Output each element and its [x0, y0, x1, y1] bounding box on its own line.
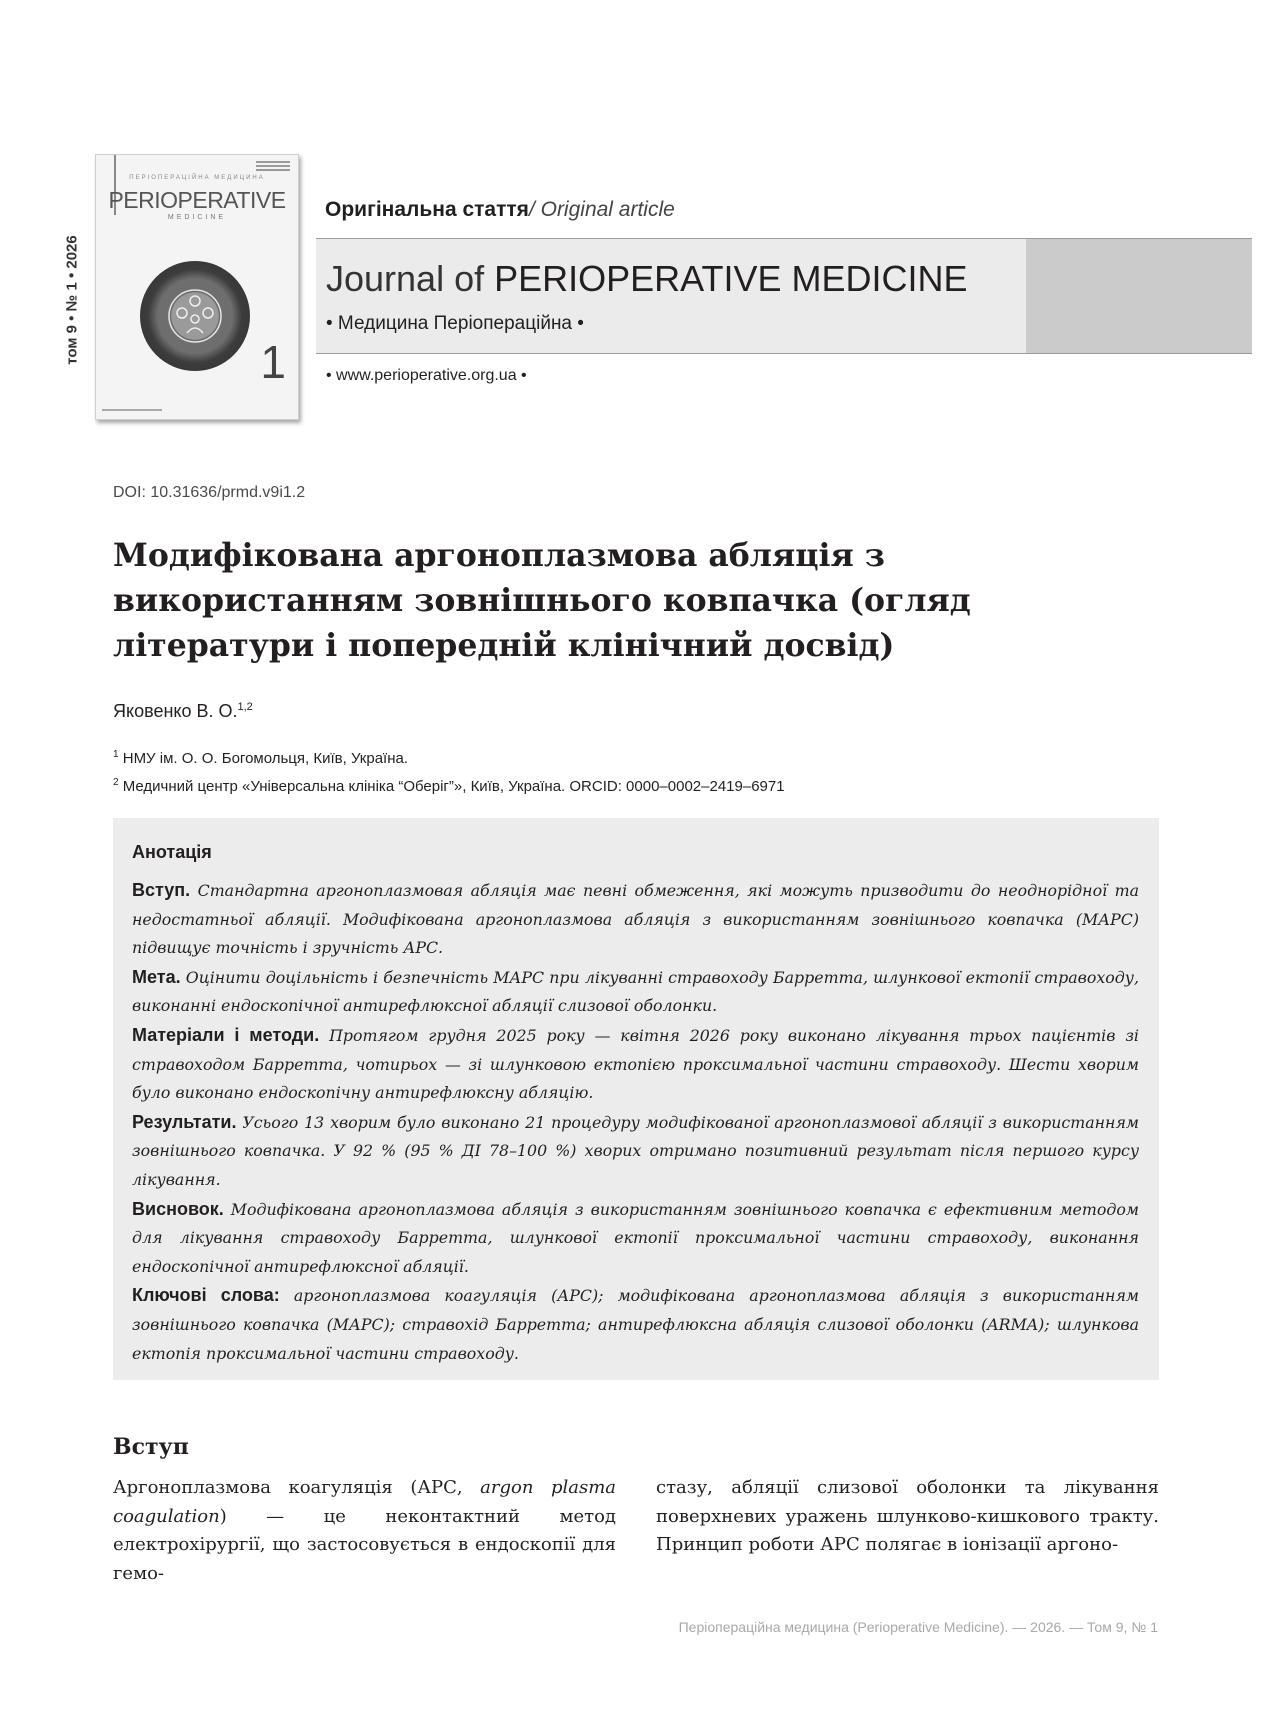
abstract-section-methods	[132, 1021, 1139, 1108]
abstract-label: Вступ.	[132, 880, 191, 900]
article-type	[325, 198, 675, 222]
abstract-text: Модифікована аргоноплазмова абляція з використанням зовнішнього ковпачка є ефективним методом для лікування стравоходу Барретта, шлункової ектопії проксимальної частини стравоходу, виконання ендоскопічної антирефлюксної абляції.	[132, 1199, 1139, 1276]
body-text-italic: argon plasma coagulation	[113, 1477, 616, 1527]
abstract-text: Усього 13 хворим було виконано 21 процедуру модифікованої аргоноплазмової абляції з використанням зовнішнього ковпачка. У 92 % (95 % ДІ 78–100 %) хворих отримано позитивний результат після першого курсу лікування.	[132, 1112, 1139, 1189]
cover-people-icon	[140, 261, 250, 371]
journal-website-link[interactable]: • www.perioperative.org.ua •	[326, 367, 527, 384]
cover-disc-graphic	[140, 261, 250, 371]
abstract-text: аргоноплазмова коагуляція (АРС); модифікована аргоноплазмова абляція з використанням зовнішнього ковпачка (МАРС); стравохід Барретта; антирефлюксна абляція слизової оболонки (ARMA); шлункова ектопія проксимальної частини стравоходу.	[132, 1286, 1140, 1363]
spine-text: том 9 • № 1 • 2026	[63, 235, 81, 365]
body-column-right: стазу, абляції слизової оболонки та лікування поверхневих уражень шлунково-кишкового тракту. Принцип роботи АРС полягає в іонізації аргоно-	[656, 1477, 1159, 1555]
abstract-section-conclusion	[132, 1195, 1139, 1282]
abstract-text: Оцінити доцільність і безпечність МАРС при лікуванні стравоходу Барретта, шлункової ектопії стравоходу, виконанні ендоскопічної антирефлюксної абляції слизової оболонки.	[132, 967, 1139, 1016]
abstract-text: Стандартна аргоноплазмовая абляція має певні обмеження, які можуть призводити до неоднорідної та недостатньої абляції. Модифікована аргоноплазмова абляція з використанням зовнішнього ковпачка (МАРС) підвищує точність і зручність АРС.	[132, 881, 1139, 958]
journal-header-band-accent	[1026, 238, 1252, 354]
abstract-section-aim	[132, 963, 1139, 1021]
affiliation-sup: 2	[113, 777, 119, 788]
article-type-en: / Original article	[528, 198, 675, 221]
affiliation-text: НМУ ім. О. О. Богомольця, Київ, Україна.	[118, 750, 409, 767]
affiliation-text: Медичний центр «Універсальна клініка “Оберіг”», Київ, Україна. ORCID: 0000–0002–2419–6971	[118, 778, 785, 795]
journal-subtitle: • Медицина Періопераційна •	[326, 313, 584, 334]
affiliation-item	[113, 771, 785, 799]
abstract-label: Мета.	[132, 966, 181, 987]
doi[interactable]: DOI: 10.31636/prmd.v9i1.2	[113, 484, 306, 501]
abstract-label: Матеріали і методи.	[132, 1024, 320, 1045]
cover-title: PERIOPERATIVE	[108, 187, 286, 213]
affiliation-sup: 1	[113, 749, 119, 760]
abstract-text: Протягом грудня 2025 року — квітня 2026 року виконано лікування трьох пацієнтів зі стравоходом Барретта, чотирьох — зі шлунковою ектопією проксимальної частини стравоходу. Шести хворим було виконано ендоскопічну антирефлюксну абляцію.	[132, 1025, 1139, 1103]
journal-title-prefix: Journal of	[326, 258, 495, 299]
article-title: Модифікована аргоноплазмова абляція з використанням зовнішнього ковпачка (огляд літератури і попередній клінічний досвід)	[113, 537, 971, 664]
journal-title-main: PERIOPERATIVE MEDICINE	[494, 258, 968, 299]
body-column-left	[113, 1474, 616, 1588]
intro-heading: Вступ	[113, 1434, 189, 1460]
page-footer: Періопераційна медицина (Perioperative Medicine). — 2026. — Том 9, № 1	[678, 1619, 1158, 1635]
affiliations	[113, 743, 785, 799]
author-affil-sup: 1,2	[237, 701, 253, 713]
abstract-heading: Анотація	[132, 842, 212, 862]
article-type-ua: Оригінальна стаття	[325, 198, 529, 221]
author	[113, 701, 253, 722]
cover-publisher-mark	[256, 161, 290, 173]
volume-spine	[50, 225, 94, 375]
abstract-label: Результати.	[132, 1111, 237, 1132]
cover-small-title: ПЕРІОПЕРАЦІЙНА МЕДИЦИНА	[129, 175, 265, 181]
author-name: Яковенко В. О.	[113, 701, 238, 721]
abstract-section-results	[132, 1108, 1139, 1195]
cover-issue-number: 1	[260, 336, 286, 388]
abstract-label: Ключові слова:	[132, 1285, 280, 1306]
affiliation-item	[113, 743, 785, 771]
abstract-section-intro	[132, 876, 1139, 963]
body-text: ) — це неконтактний метод електрохірургії, що застосовується в ендоскопії для гемо-	[113, 1505, 616, 1584]
journal-cover-image	[95, 154, 299, 420]
journal-title	[326, 258, 968, 300]
abstract-label: Висновок.	[132, 1198, 224, 1219]
body-text: Аргоноплазмова коагуляція (АРС,	[113, 1477, 481, 1498]
abstract-box	[113, 818, 1159, 1380]
abstract-section-keywords	[132, 1281, 1139, 1368]
cover-subtitle: MEDICINE	[167, 214, 227, 221]
cover-footer-line	[102, 409, 162, 411]
